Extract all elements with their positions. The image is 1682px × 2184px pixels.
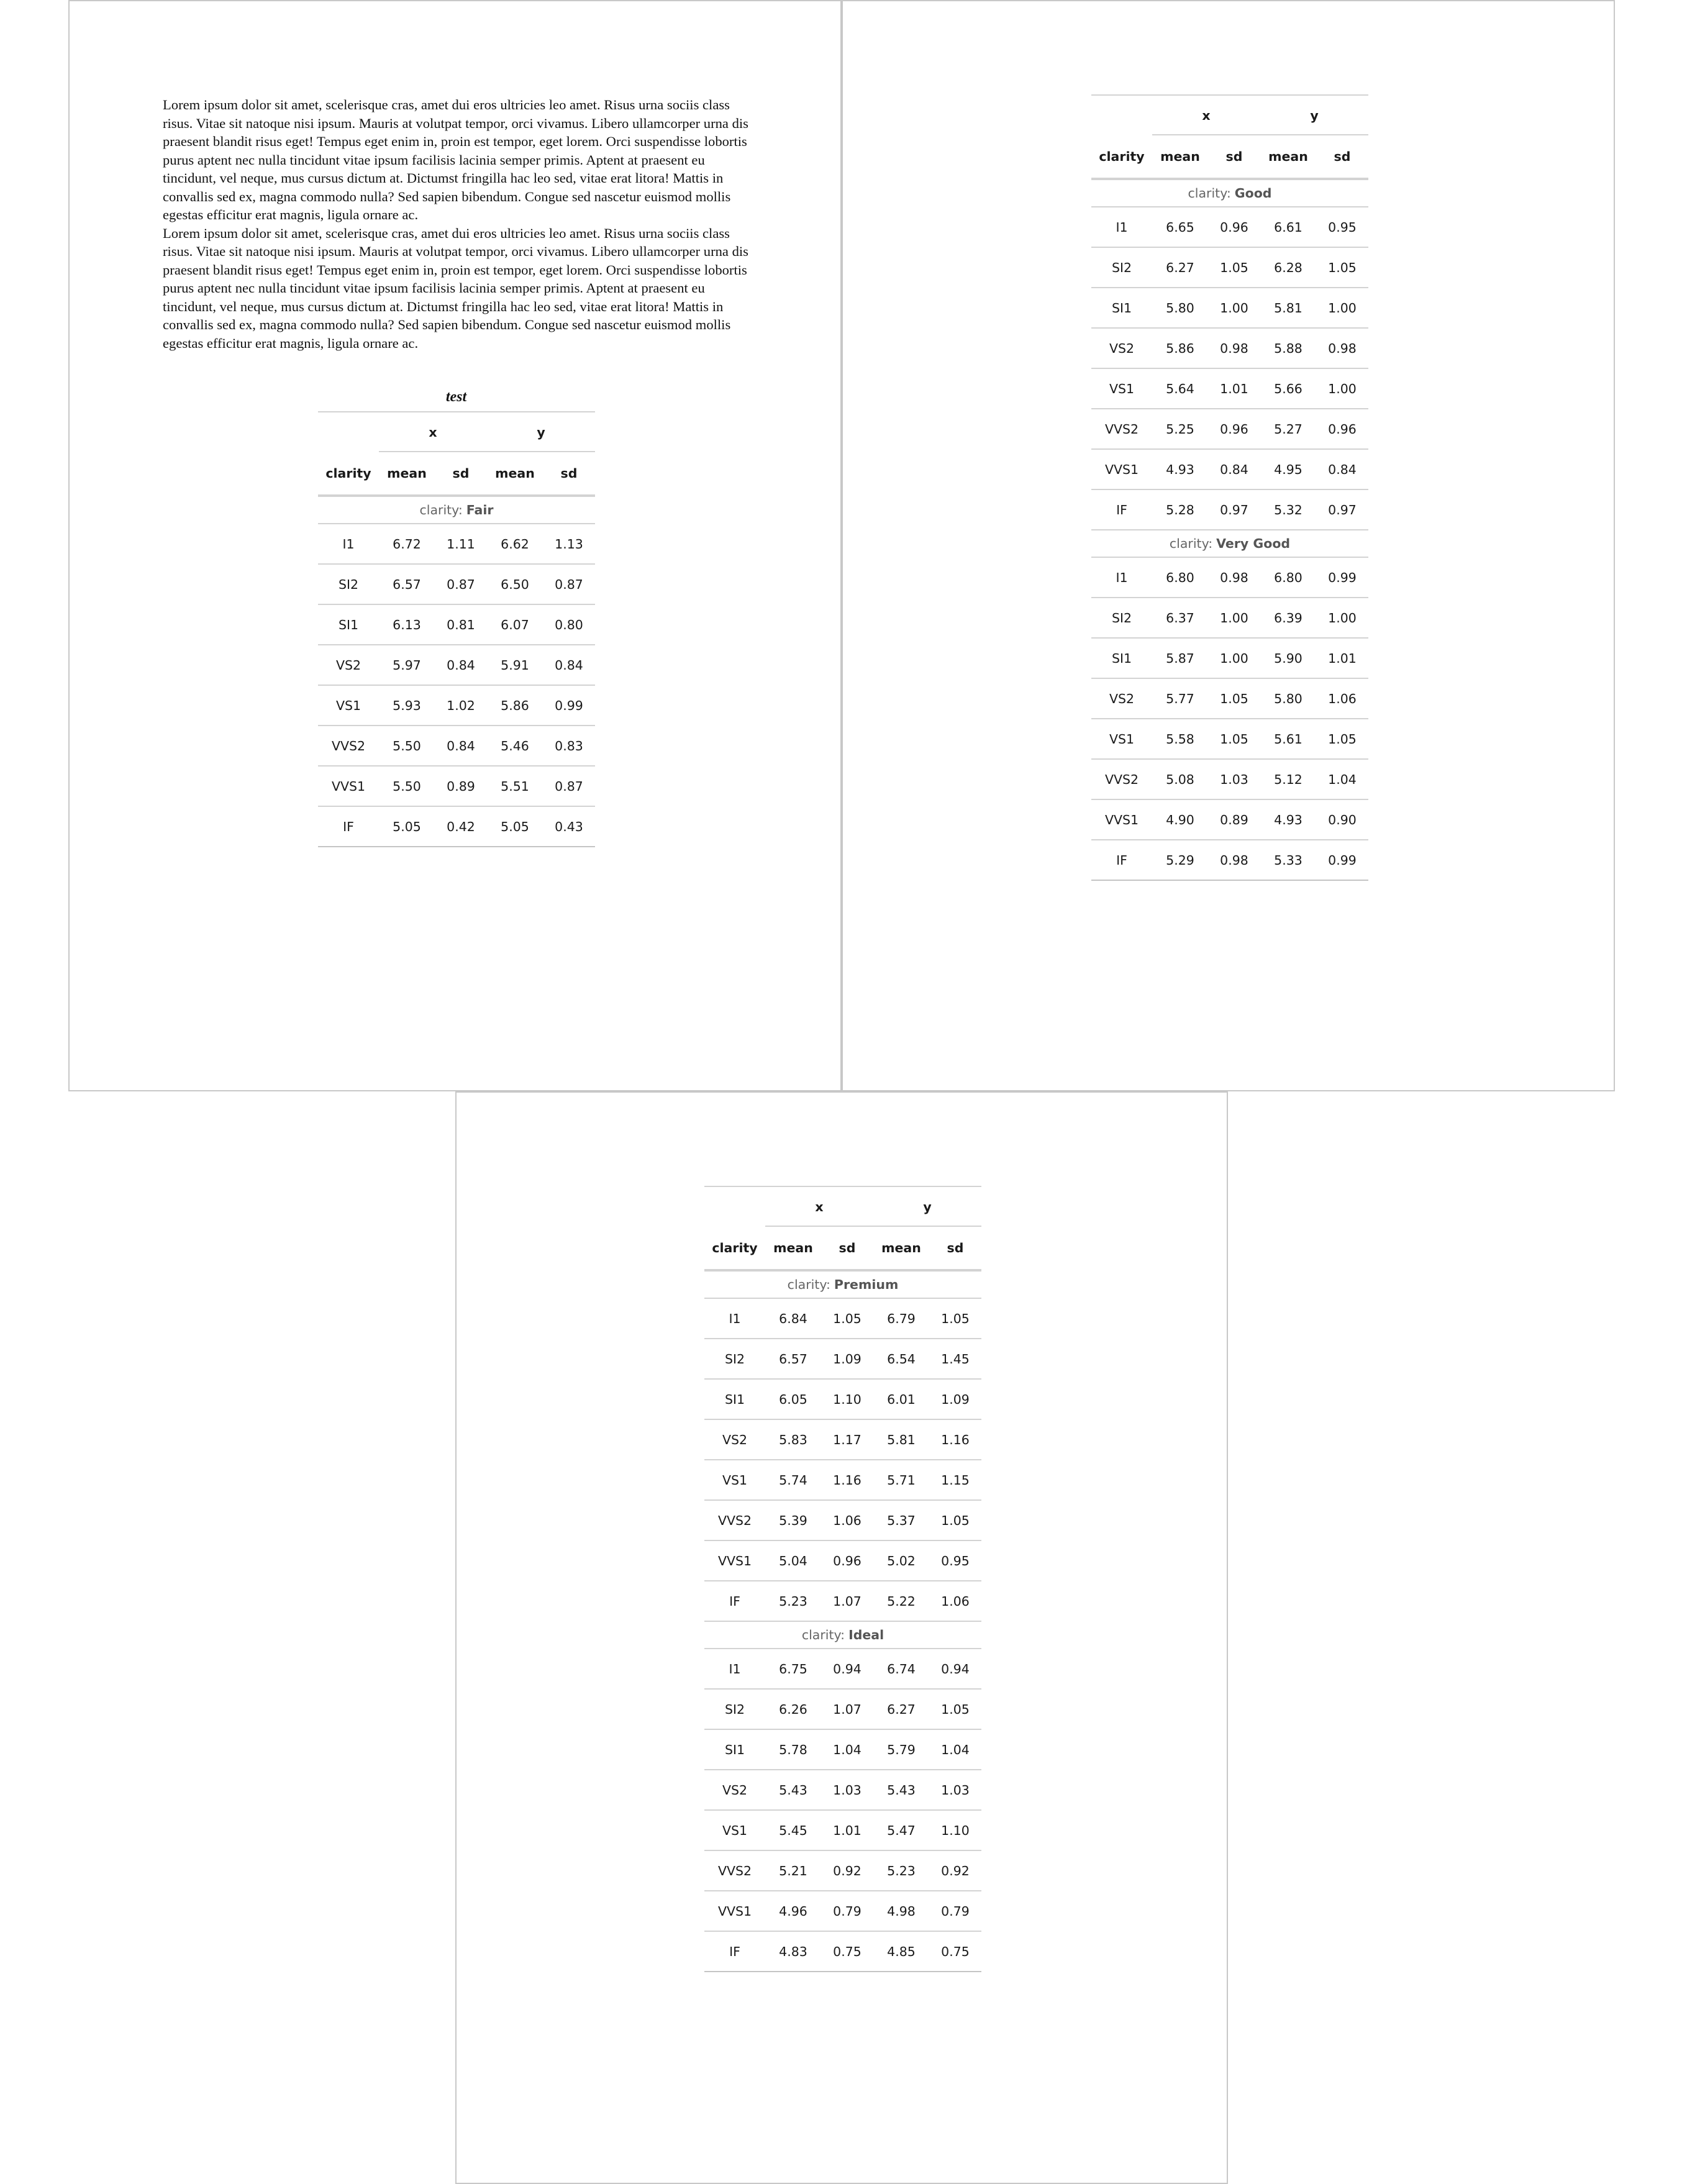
spanner-header-row (1091, 94, 1368, 135)
paragraph: Lorem ipsum dolor sit amet, scelerisque cras, amet dui eros ultricies leo amet. Risus urna sociis class risus. Vitae sit natoque nisi ipsum. Mauris at volutpat tempor, orci vivamus. Libero ullamcorper urna dis praesent blandit risus eget! Tempus eget enim in, proin est tempor, eget lorem. Orci suspendisse lobortis purus aptent nec nulla tincidunt vitae ipsum facilisis lacinia semper primis. Aptent at praesent eu tincidunt, vel neque, mus cursus dictum at. Dictumst fringilla hac leo sed, vitae erat litora! Mattis in convallis sed ex, magna commodo nulla? Sed sapien bibendum. Congue sed nascetur euismod mollis egestas efficitur erat magnis, ligula ornare ac. (163, 97, 748, 222)
spanner-x-underline (765, 1226, 873, 1227)
table-cell: 1.09 (833, 1351, 861, 1367)
paragraph: Lorem ipsum dolor sit amet, scelerisque cras, amet dui eros ultricies leo amet. Risus urna sociis class risus. Vitae sit natoque nisi ipsum. Mauris at volutpat tempor, orci vivamus. Libero ullamcorper urna dis praesent blandit risus eget! Tempus eget enim in, proin est tempor, eget lorem. Orci suspendisse lobortis purus aptent nec nulla tincidunt vitae ipsum facilisis lacinia semper primis. Aptent at praesent eu tincidunt, vel neque, mus cursus dictum at. Dictumst fringilla hac leo sed, vitae erat litora! Mattis in convallis sed ex, magna commodo nulla? Sed sapien bibendum. Congue sed nascetur euismod mollis egestas efficitur erat magnis, ligula ornare ac. (163, 225, 748, 351)
table-cell: 5.29 (1166, 852, 1194, 868)
summary-table (1091, 94, 1368, 881)
spanner-y: y (923, 1199, 932, 1214)
table-cell: 0.95 (1328, 219, 1357, 235)
table-row (704, 1770, 981, 1811)
table-cell: 0.97 (1220, 502, 1248, 517)
table-cell: 5.22 (887, 1593, 916, 1609)
table-cell: 1.13 (555, 536, 583, 552)
column-header-sd: sd (560, 466, 578, 481)
table-cell: 1.09 (941, 1391, 970, 1407)
table-cell: 0.43 (555, 819, 583, 834)
column-header-sd: sd (947, 1240, 964, 1255)
table-cell: 6.39 (1274, 610, 1302, 626)
table-row (704, 1891, 981, 1932)
table-cell: 5.58 (1166, 731, 1194, 747)
table-cell: 6.01 (887, 1391, 916, 1407)
table-cell: 1.10 (833, 1391, 861, 1407)
table-cell: 0.87 (447, 576, 475, 592)
table-cell: 5.12 (1274, 771, 1302, 787)
table-row (318, 767, 595, 807)
spanner-y-underline (873, 1226, 981, 1227)
table-cell: 1.06 (833, 1513, 861, 1528)
table-cell: 5.21 (779, 1863, 807, 1878)
table-cell: 1.01 (833, 1822, 861, 1838)
table-cell: 1.16 (833, 1472, 861, 1488)
table-cell: IF (729, 1593, 740, 1609)
table-row (1091, 719, 1368, 760)
table-cell: I1 (342, 536, 355, 552)
summary-table (704, 1186, 981, 1972)
table-cell: 6.80 (1166, 570, 1194, 585)
table-cell: 0.75 (941, 1944, 970, 1959)
column-header-sd: sd (839, 1240, 856, 1255)
table-cell: VS1 (335, 698, 361, 713)
table-cell: 0.89 (1220, 812, 1248, 827)
table-cell: 1.06 (1328, 691, 1357, 706)
table-cell: 6.72 (393, 536, 421, 552)
table-cell: 5.64 (1166, 381, 1194, 396)
table-cell: 5.61 (1274, 731, 1302, 747)
table-cell: 5.02 (887, 1553, 916, 1568)
table-cell: 5.05 (501, 819, 529, 834)
spanner-header-row (318, 411, 595, 452)
table-cell: I1 (729, 1311, 741, 1326)
table-cell: 5.87 (1166, 650, 1194, 666)
table-cell: 5.04 (779, 1553, 807, 1568)
table-cell: 5.91 (501, 657, 529, 673)
table-cell: IF (343, 819, 354, 834)
table-row (704, 1932, 981, 1972)
table-cell: 5.71 (887, 1472, 916, 1488)
table-cell: 0.89 (447, 778, 475, 794)
table-cell: 1.00 (1220, 300, 1248, 316)
table-row (318, 726, 595, 767)
spanner-y-underline (1260, 134, 1368, 135)
table-cell: 5.43 (887, 1782, 916, 1798)
group-name: Fair (466, 503, 494, 517)
table-row (704, 1380, 981, 1420)
table-cell: 6.27 (1166, 260, 1194, 275)
table-cell: 4.83 (779, 1944, 807, 1959)
table-cell: 4.93 (1274, 812, 1302, 827)
table-cell: 1.10 (941, 1822, 970, 1838)
table-cell: 0.94 (833, 1661, 861, 1677)
table-cell: IF (729, 1944, 740, 1959)
table-cell: 0.92 (833, 1863, 861, 1878)
table-cell: 5.77 (1166, 691, 1194, 706)
table-cell: 0.87 (555, 778, 583, 794)
table-cell: 5.50 (393, 738, 421, 753)
table-cell: 5.93 (393, 698, 421, 713)
table-cell: VVS2 (331, 738, 366, 753)
table-row (318, 524, 595, 565)
table-cell: VVS1 (331, 778, 366, 794)
table-cell: 1.05 (1328, 260, 1357, 275)
group-name: Premium (834, 1277, 899, 1292)
table-cell: 5.97 (393, 657, 421, 673)
table-cell: 6.05 (779, 1391, 807, 1407)
table-cell: 6.61 (1274, 219, 1302, 235)
table-cell: 6.26 (779, 1701, 807, 1717)
table-cell: 0.83 (555, 738, 583, 753)
table-row (1091, 207, 1368, 248)
table-cell: SI2 (1111, 260, 1132, 275)
group-prefix: clarity: (419, 503, 463, 517)
table-cell: 5.28 (1166, 502, 1194, 517)
table-cell: 5.32 (1274, 502, 1302, 517)
table-cell: 6.74 (887, 1661, 916, 1677)
table-row (704, 1649, 981, 1690)
table-row (704, 1581, 981, 1622)
table-cell: 5.05 (393, 819, 421, 834)
group-prefix: clarity: (1188, 186, 1231, 201)
table-cell: 1.07 (833, 1593, 861, 1609)
table-cell: 1.05 (941, 1701, 970, 1717)
table-cell: SI1 (724, 1391, 745, 1407)
table-row (1091, 840, 1368, 881)
table-cell: 0.79 (833, 1903, 861, 1919)
table-row (318, 565, 595, 605)
group-row (704, 1272, 981, 1299)
table-cell: 4.85 (887, 1944, 916, 1959)
group-prefix: clarity: (787, 1277, 830, 1292)
table-row (318, 645, 595, 686)
table-cell: 1.01 (1328, 650, 1357, 666)
column-header-mean: mean (387, 466, 427, 481)
table-caption: test (445, 389, 467, 405)
table-cell: 1.04 (1328, 771, 1357, 787)
table-cell: VVS2 (1104, 771, 1139, 787)
table-cell: I1 (729, 1661, 741, 1677)
table-cell: 1.45 (941, 1351, 970, 1367)
table-cell: 5.81 (1274, 300, 1302, 316)
column-header-sd: sd (1225, 149, 1243, 164)
table-cell: VVS2 (1104, 421, 1139, 437)
table-cell: IF (1116, 852, 1127, 868)
spanner-y: y (537, 425, 545, 440)
group-prefix: clarity: (801, 1627, 845, 1642)
table-cell: 1.00 (1328, 300, 1357, 316)
table-row (1091, 288, 1368, 329)
table-cell: 1.03 (941, 1782, 970, 1798)
table-cell: 0.96 (1328, 421, 1357, 437)
table-cell: 5.39 (779, 1513, 807, 1528)
table-cell: IF (1116, 502, 1127, 517)
table-cell: 5.50 (393, 778, 421, 794)
table-cell: VS1 (1109, 731, 1135, 747)
table-cell: 0.84 (555, 657, 583, 673)
column-header-clarity: clarity (1099, 149, 1145, 164)
table-cell: 0.75 (833, 1944, 861, 1959)
column-header-row (318, 452, 595, 497)
table-cell: 0.80 (555, 617, 583, 632)
table-cell: SI2 (724, 1701, 745, 1717)
group-row (1091, 530, 1368, 558)
table-cell: 1.04 (833, 1742, 861, 1757)
table-row (1091, 409, 1368, 450)
table-cell: 0.98 (1220, 852, 1248, 868)
table-cell: 0.98 (1220, 570, 1248, 585)
table-cell: 6.28 (1274, 260, 1302, 275)
group-name: Good (1234, 186, 1272, 201)
table-cell: 0.42 (447, 819, 475, 834)
table-cell: 5.90 (1274, 650, 1302, 666)
table-cell: 5.43 (779, 1782, 807, 1798)
spanner-x: x (815, 1199, 824, 1214)
table-row (1091, 639, 1368, 679)
table-cell: 4.96 (779, 1903, 807, 1919)
table-cell: SI1 (1111, 300, 1132, 316)
table-cell: VS2 (1109, 691, 1135, 706)
column-header-mean: mean (1160, 149, 1200, 164)
table-cell: 0.90 (1328, 812, 1357, 827)
table-cell: I1 (1116, 570, 1128, 585)
table-cell: 1.05 (941, 1311, 970, 1326)
table-cell: 5.74 (779, 1472, 807, 1488)
table-row (704, 1730, 981, 1770)
spanner-header-row (704, 1186, 981, 1227)
table-cell: 5.47 (887, 1822, 916, 1838)
table-cell: 5.79 (887, 1742, 916, 1757)
table-cell: 1.15 (941, 1472, 970, 1488)
group-name: Ideal (848, 1627, 884, 1642)
spanner-y: y (1310, 108, 1319, 123)
table-cell: 0.99 (555, 698, 583, 713)
table-cell: 0.96 (1220, 219, 1248, 235)
spanner-x-underline (379, 451, 487, 452)
table-row (704, 1541, 981, 1581)
table-row (704, 1339, 981, 1380)
table-cell: VS1 (1109, 381, 1135, 396)
table-cell: 6.37 (1166, 610, 1194, 626)
table-cell: 6.07 (501, 617, 529, 632)
table-cell: 4.95 (1274, 462, 1302, 477)
table-cell: 1.00 (1220, 650, 1248, 666)
table-cell: 5.27 (1274, 421, 1302, 437)
table-cell: 6.54 (887, 1351, 916, 1367)
summary-table (318, 411, 595, 847)
table-cell: SI2 (724, 1351, 745, 1367)
table-row (1091, 248, 1368, 288)
table-cell: 5.80 (1166, 300, 1194, 316)
table-cell: VVS1 (1104, 462, 1139, 477)
table-cell: 6.57 (393, 576, 421, 592)
spanner-x: x (1202, 108, 1211, 123)
table-cell: VS2 (335, 657, 361, 673)
table-cell: 5.23 (887, 1863, 916, 1878)
table-cell: 0.96 (1220, 421, 1248, 437)
table-cell: 0.79 (941, 1903, 970, 1919)
table-cell: 5.88 (1274, 340, 1302, 356)
table-row (318, 686, 595, 726)
group-name: Very Good (1216, 536, 1291, 551)
table-row (1091, 329, 1368, 369)
table-cell: 5.80 (1274, 691, 1302, 706)
table-cell: SI2 (338, 576, 359, 592)
column-header-mean: mean (881, 1240, 921, 1255)
table-cell: 0.84 (447, 738, 475, 753)
table-cell: 5.81 (887, 1432, 916, 1447)
table-cell: VS2 (1109, 340, 1135, 356)
group-row (318, 497, 595, 524)
group-prefix: clarity: (1169, 536, 1213, 551)
table-cell: 1.07 (833, 1701, 861, 1717)
table-row (1091, 679, 1368, 719)
table-row (1091, 558, 1368, 598)
table-row (1091, 369, 1368, 409)
table-cell: 0.99 (1328, 852, 1357, 868)
table-cell: VS1 (722, 1472, 748, 1488)
table-cell: 0.98 (1328, 340, 1357, 356)
table-row (704, 1299, 981, 1339)
table-cell: SI2 (1111, 610, 1132, 626)
table-cell: VVS1 (1104, 812, 1139, 827)
table-cell: VS2 (722, 1432, 748, 1447)
table-row (704, 1690, 981, 1730)
table-cell: 1.16 (941, 1432, 970, 1447)
table-cell: 1.05 (1220, 260, 1248, 275)
table-cell: VVS1 (717, 1903, 752, 1919)
spanner-y-underline (487, 451, 595, 452)
column-header-mean: mean (1268, 149, 1308, 164)
table-cell: 1.05 (1220, 691, 1248, 706)
table-cell: 0.92 (941, 1863, 970, 1878)
table-row (704, 1420, 981, 1460)
spanner-x-underline (1152, 134, 1260, 135)
table-cell: SI1 (1111, 650, 1132, 666)
table-cell: 0.99 (1328, 570, 1357, 585)
table-cell: 1.00 (1328, 610, 1357, 626)
table-cell: 6.84 (779, 1311, 807, 1326)
column-header-sd: sd (452, 466, 470, 481)
table-cell: 0.98 (1220, 340, 1248, 356)
table-cell: 5.08 (1166, 771, 1194, 787)
table-cell: 5.51 (501, 778, 529, 794)
table-cell: 5.83 (779, 1432, 807, 1447)
table-row (704, 1851, 981, 1891)
prose-block (163, 96, 759, 352)
table-cell: 0.97 (1328, 502, 1357, 517)
table-cell: 6.57 (779, 1351, 807, 1367)
table-cell: 5.86 (501, 698, 529, 713)
table-cell: 6.27 (887, 1701, 916, 1717)
table-cell: 1.06 (941, 1593, 970, 1609)
table-cell: 6.79 (887, 1311, 916, 1326)
table-cell: I1 (1116, 219, 1128, 235)
table-cell: 0.94 (941, 1661, 970, 1677)
group-row (1091, 180, 1368, 207)
table-cell: 6.75 (779, 1661, 807, 1677)
table-cell: 0.84 (1220, 462, 1248, 477)
page-1 (68, 0, 842, 1091)
table-cell: 4.90 (1166, 812, 1194, 827)
table-cell: VVS2 (717, 1863, 752, 1878)
table-row (1091, 800, 1368, 840)
page-3 (455, 1091, 1228, 2184)
table-row (704, 1460, 981, 1501)
table-cell: 0.84 (1328, 462, 1357, 477)
page-2 (842, 0, 1615, 1091)
table-row (704, 1501, 981, 1541)
table-cell: 6.65 (1166, 219, 1194, 235)
table-cell: 4.98 (887, 1903, 916, 1919)
table-row (1091, 450, 1368, 490)
table-cell: VVS1 (717, 1553, 752, 1568)
table-cell: 5.78 (779, 1742, 807, 1757)
table-cell: 1.05 (1220, 731, 1248, 747)
table-cell: SI1 (338, 617, 359, 632)
column-header-mean: mean (495, 466, 535, 481)
table-cell: 1.11 (447, 536, 475, 552)
column-header-clarity: clarity (325, 466, 371, 481)
table-row (1091, 490, 1368, 530)
table-cell: VS2 (722, 1782, 748, 1798)
table-cell: 5.45 (779, 1822, 807, 1838)
table-cell: 5.86 (1166, 340, 1194, 356)
group-row (704, 1622, 981, 1649)
table-cell: 1.02 (447, 698, 475, 713)
table-cell: 6.50 (501, 576, 529, 592)
table-cell: VS1 (722, 1822, 748, 1838)
table-row (704, 1811, 981, 1851)
table-cell: 0.81 (447, 617, 475, 632)
table-cell: 1.05 (1328, 731, 1357, 747)
table-cell: 6.13 (393, 617, 421, 632)
table-row (1091, 598, 1368, 639)
table-cell: 1.05 (941, 1513, 970, 1528)
table-cell: 1.00 (1220, 610, 1248, 626)
table-cell: 1.17 (833, 1432, 861, 1447)
table-row (318, 807, 595, 847)
column-header-clarity: clarity (712, 1240, 758, 1255)
table-cell: 0.87 (555, 576, 583, 592)
table-cell: 5.37 (887, 1513, 916, 1528)
table-cell: 5.46 (501, 738, 529, 753)
table-cell: 0.84 (447, 657, 475, 673)
table-cell: 1.03 (1220, 771, 1248, 787)
table-cell: 6.62 (501, 536, 529, 552)
table-cell: 1.03 (833, 1782, 861, 1798)
table-cell: 4.93 (1166, 462, 1194, 477)
table-row (1091, 760, 1368, 800)
table-cell: 5.33 (1274, 852, 1302, 868)
spanner-x: x (429, 425, 437, 440)
column-header-mean: mean (773, 1240, 813, 1255)
table-cell: VVS2 (717, 1513, 752, 1528)
column-header-row (704, 1227, 981, 1272)
column-header-row (1091, 135, 1368, 180)
table-cell: 5.23 (779, 1593, 807, 1609)
table-cell: 1.04 (941, 1742, 970, 1757)
table-cell: 1.05 (833, 1311, 861, 1326)
table-cell: SI1 (724, 1742, 745, 1757)
table-cell: 0.96 (833, 1553, 861, 1568)
table-cell: 1.00 (1328, 381, 1357, 396)
column-header-sd: sd (1334, 149, 1351, 164)
table-cell: 6.80 (1274, 570, 1302, 585)
table-cell: 0.95 (941, 1553, 970, 1568)
table-cell: 1.01 (1220, 381, 1248, 396)
table-cell: 5.66 (1274, 381, 1302, 396)
table-cell: 5.25 (1166, 421, 1194, 437)
table-row (318, 605, 595, 645)
